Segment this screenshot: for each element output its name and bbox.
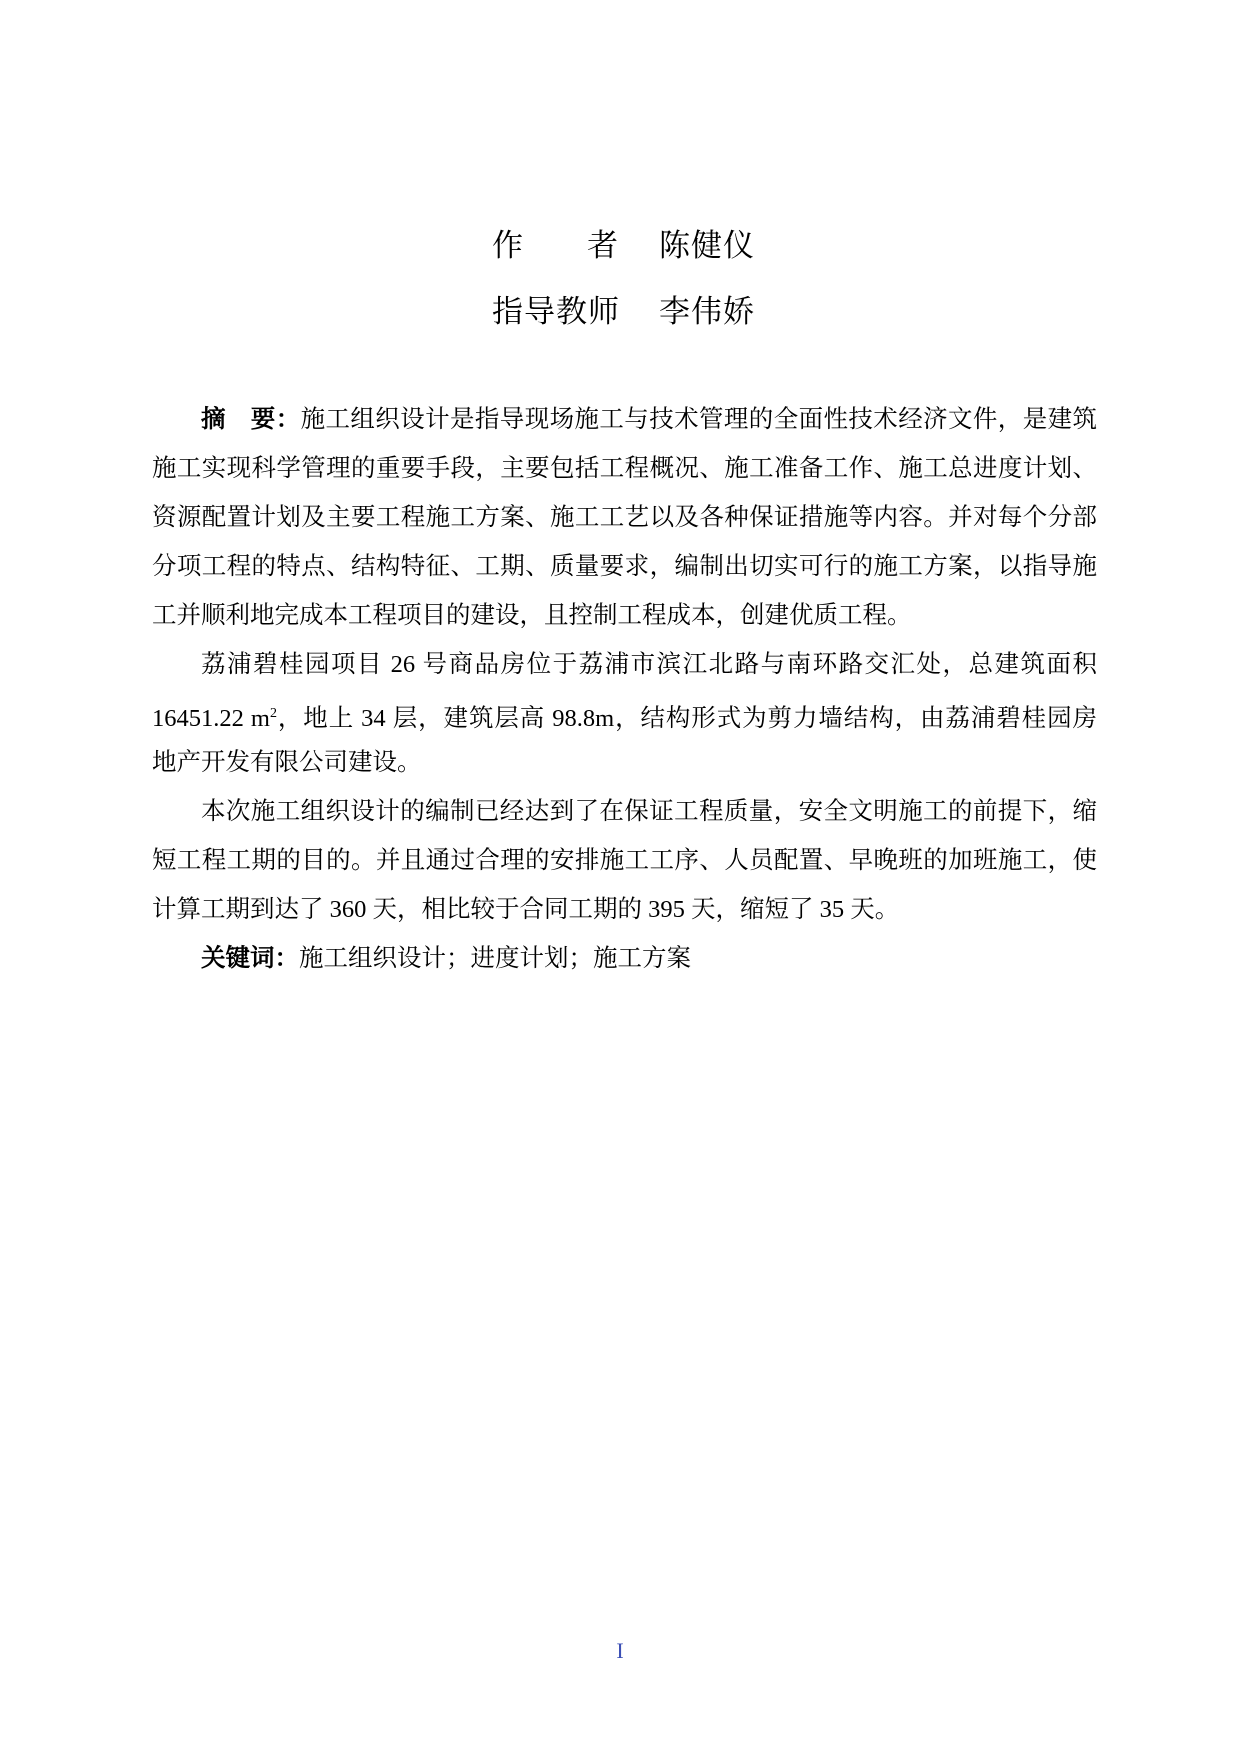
keywords-label: 关键词：	[201, 945, 299, 972]
author-label-char: 作	[492, 228, 523, 263]
page-number: I	[616, 1638, 624, 1663]
advisor-name: 李伟娇	[659, 294, 755, 329]
author-label-char: 者	[587, 228, 618, 263]
superscript: 2	[269, 706, 277, 721]
abstract-section	[152, 395, 1097, 983]
project-line	[152, 689, 1097, 738]
summary-line: 短工程工期的目的。并且通过合理的安排施工工序、人员配置、早晚班的加班施工，使	[152, 847, 1097, 874]
author-label	[492, 226, 618, 266]
advisor-label: 指导教师	[492, 294, 620, 329]
summary-line: 本次施工组织设计的编制已经达到了在保证工程质量，安全文明施工的前提下，缩	[201, 798, 1097, 825]
project-text: ，地上 34 层，建筑层高 98.8m，结构形式为剪力墙结构，由荔浦碧桂园房	[276, 705, 1098, 733]
project-line: 地产开发有限公司建设。	[152, 749, 422, 776]
abstract-line: 施工实现科学管理的重要手段，主要包括工程概况、施工准备工作、施工总进度计划、	[152, 455, 1097, 482]
keywords-line	[152, 934, 1097, 983]
keywords-value: 施工组织设计；进度计划；施工方案	[299, 945, 691, 972]
abstract-line: 分项工程的特点、结构特征、工期、质量要求，编制出切实可行的施工方案，以指导施	[152, 553, 1097, 580]
abstract-text: 施工组织设计是指导现场施工与技术管理的全面性技术经济文件，是建筑	[300, 406, 1098, 433]
abstract-line: 资源配置计划及主要工程施工方案、施工工艺以及各种保证措施等内容。并对每个分部	[152, 504, 1097, 531]
abstract-line: 工并顺利地完成本工程项目的建设，且控制工程成本，创建优质工程。	[152, 602, 912, 629]
area-value: 16451.22 m	[152, 705, 270, 733]
project-line: 荔浦碧桂园项目 26 号商品房位于荔浦市滨江北路与南环路交汇处，总建筑面积	[201, 651, 1097, 678]
abstract-label: 摘 要：	[201, 406, 301, 433]
abstract-line	[152, 395, 1097, 444]
author-name: 陈健仪	[659, 228, 755, 263]
summary-line: 计算工期到达了 360 天，相比较于合同工期的 395 天，缩短了 35 天。	[152, 896, 900, 923]
